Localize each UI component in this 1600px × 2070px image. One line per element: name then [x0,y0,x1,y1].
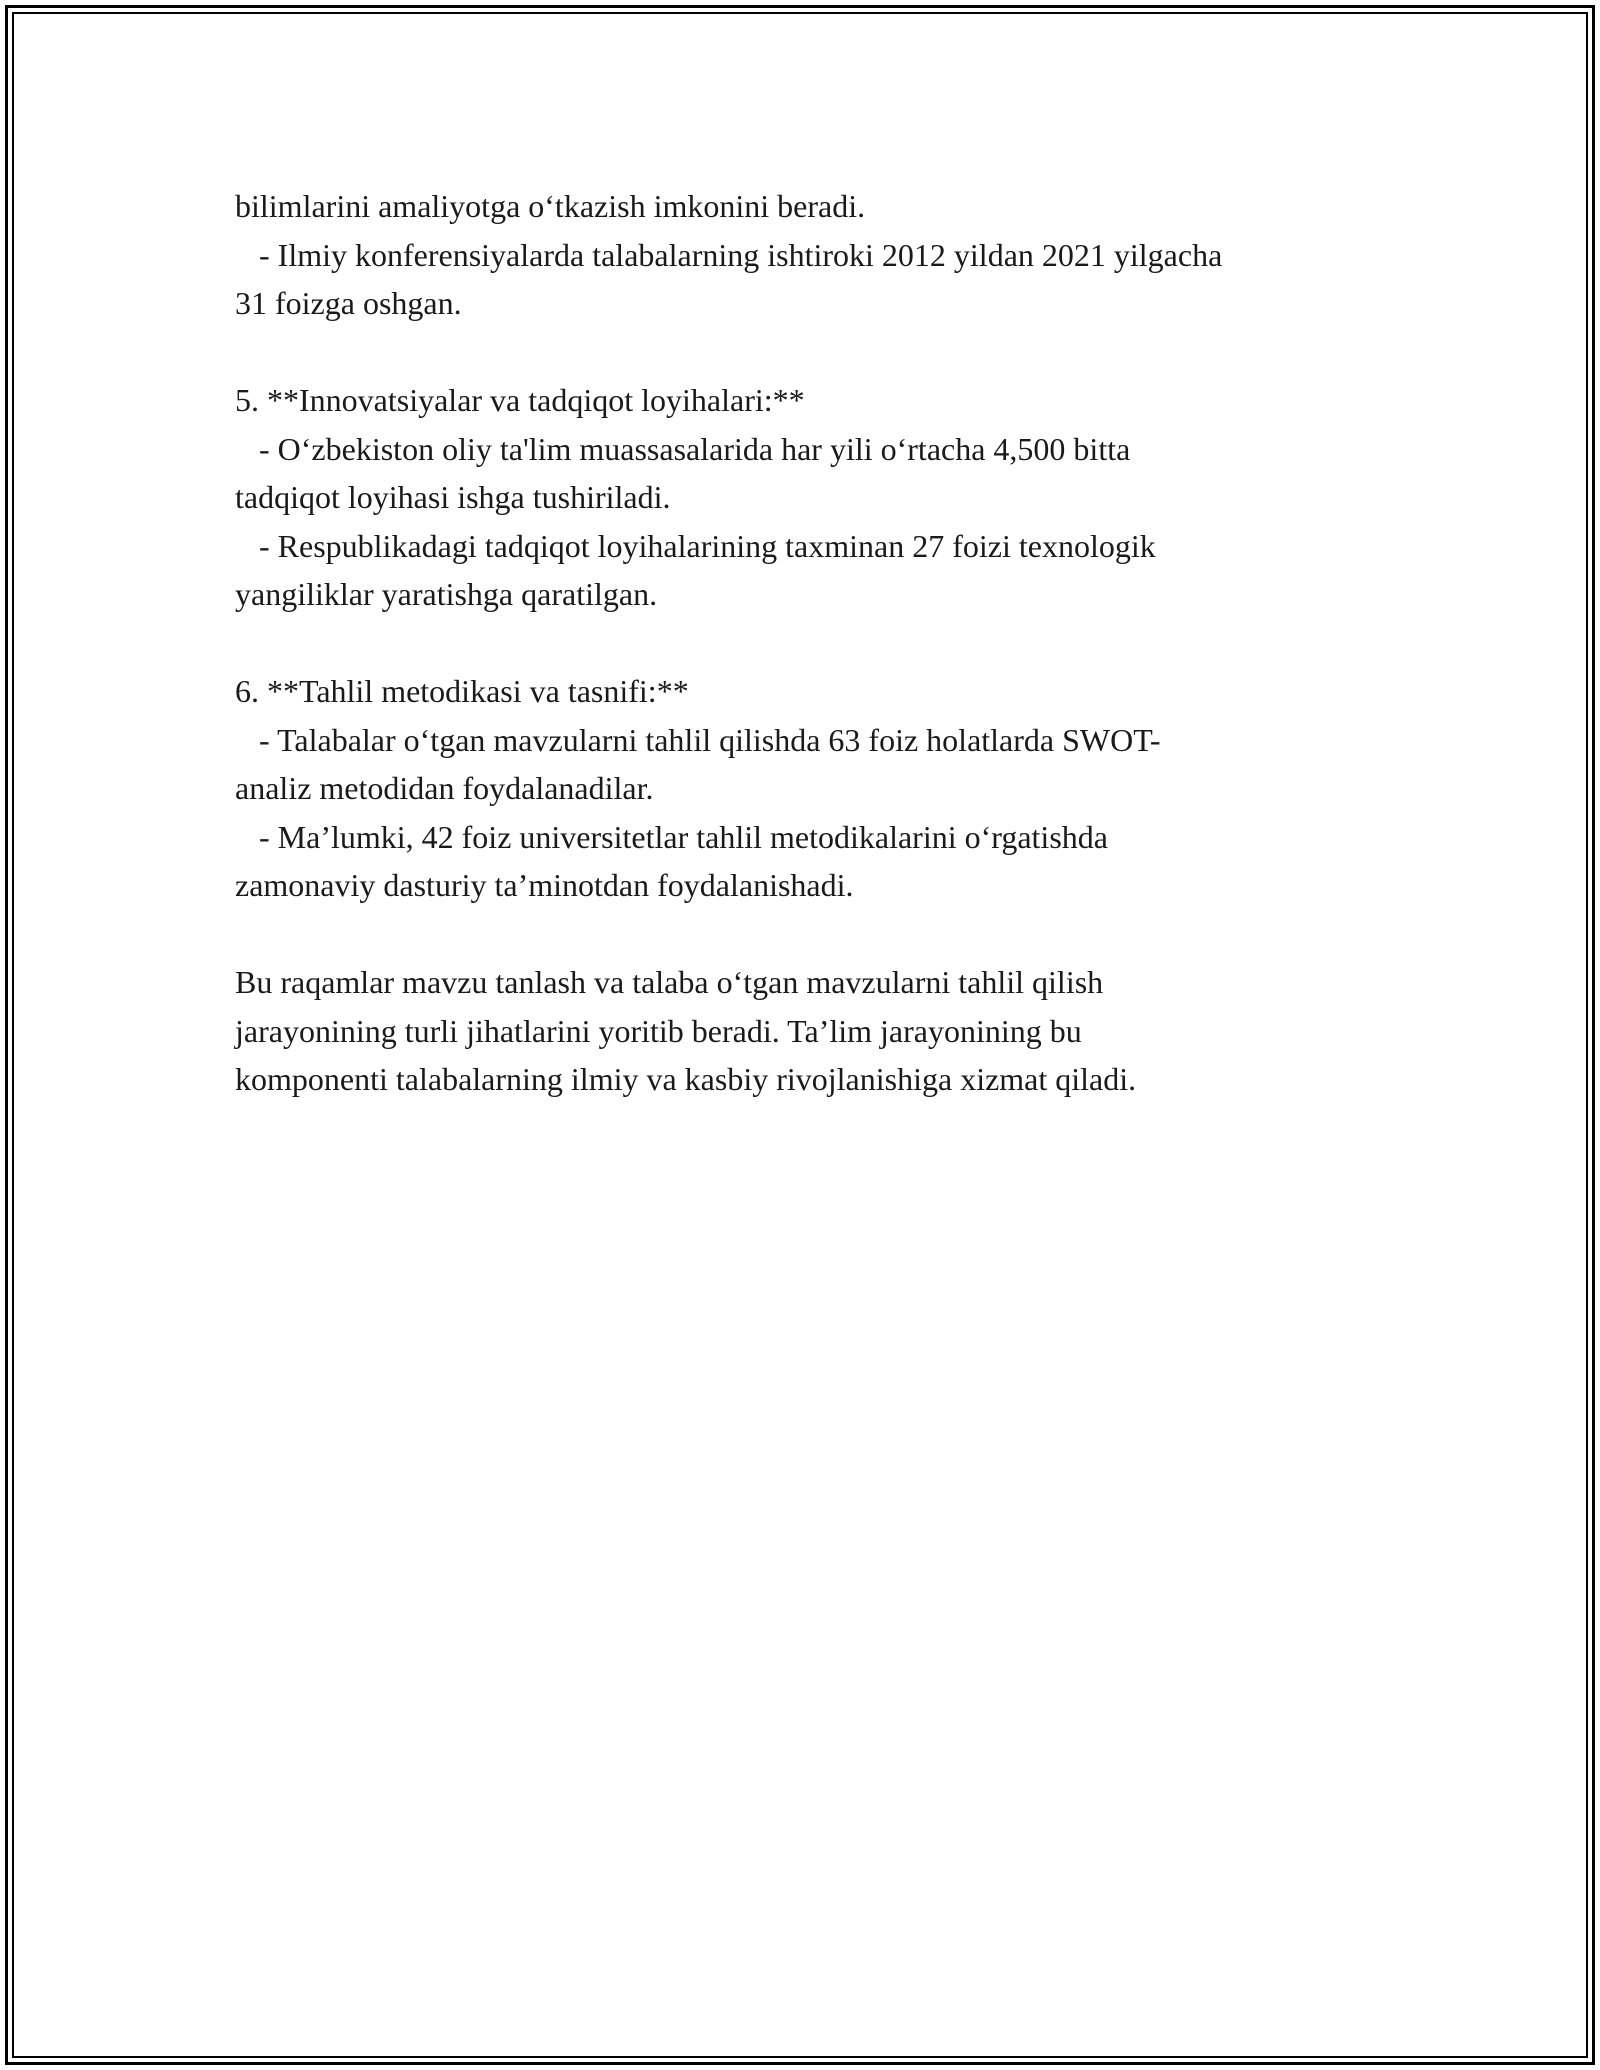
text-line: komponenti talabalarning ilmiy va kasbiy rivojlanishiga xizmat qiladi. [235,1061,1137,1097]
paragraph-gap [235,328,1395,377]
text-line: zamonaviy dasturiy ta’minotdan foydalanishadi. [235,867,854,903]
text-line: - O‘zbekiston oliy ta'lim muassasalarida har yili o‘rtacha 4,500 bitta [235,430,1131,467]
text-line: tadqiqot loyihasi ishga tushiriladi. [235,479,671,515]
text-line: Bu raqamlar mavzu tanlash va talaba o‘tgan mavzularni tahlil qilish [235,964,1104,1000]
text-line: 31 foizga oshgan. [235,285,462,321]
text-line: - Talabalar o‘tgan mavzularni tahlil qilishda 63 foiz holatlarda SWOT- [235,721,1161,758]
section-heading: 6. **Tahlil metodikasi va tasnifi:** [235,673,689,709]
document-body [235,182,1395,1104]
text-line: bilimlarini amaliyotga o‘tkazish imkonini beradi. [235,188,866,224]
paragraph-gap [235,619,1395,668]
text-line: - Respublikadagi tadqiqot loyihalarining taxminan 27 foizi texnologik [235,527,1156,564]
text-line: yangiliklar yaratishga qaratilgan. [235,576,658,612]
section-heading: 5. **Innovatsiyalar va tadqiqot loyihalari:** [235,382,805,418]
text-line: - Ma’lumki, 42 foiz universitetlar tahlil metodikalarini o‘rgatishda [235,818,1108,855]
text-line: analiz metodidan foydalanadilar. [235,770,654,806]
paragraph-gap [235,910,1395,959]
text-line: jarayonining turli jihatlarini yoritib beradi. Ta’lim jarayonining bu [235,1012,1082,1049]
text-line: - Ilmiy konferensiyalarda talabalarning ishtiroki 2012 yildan 2021 yilgacha [235,236,1223,273]
